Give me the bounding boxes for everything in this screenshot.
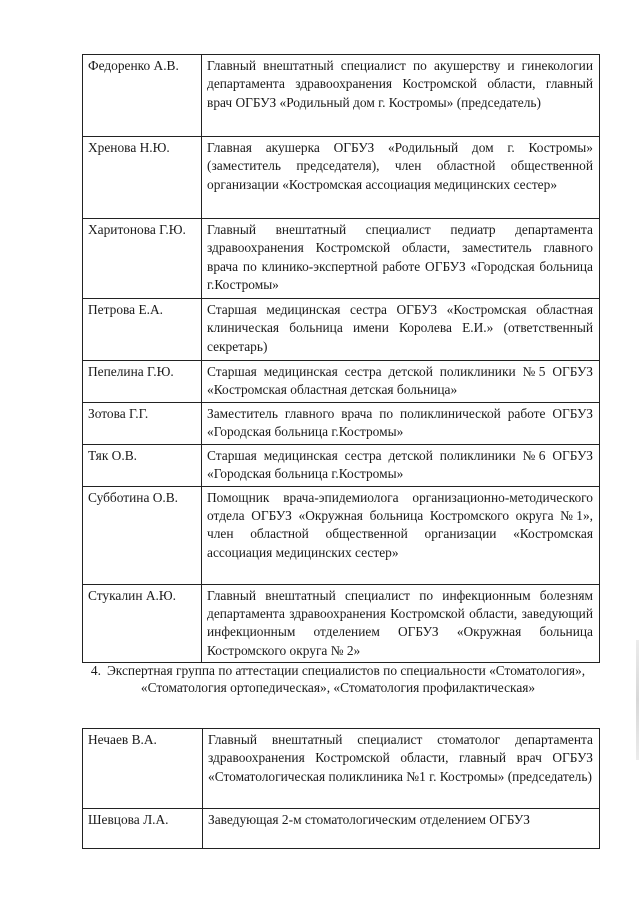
member-name: Шевцова Л.А. — [83, 809, 203, 849]
member-role: Главная акушерка ОГБУЗ «Родильный дом г. Костромы» (заместитель председателя), член областной общественной организации «Костромская ассоциация медицинских сестер» — [202, 137, 600, 219]
table-row — [83, 584, 600, 663]
member-name: Субботина О.В. — [83, 486, 202, 584]
table-row — [83, 219, 600, 299]
table-row — [83, 809, 600, 849]
member-name: Федоренко А.В. — [83, 55, 202, 137]
member-name: Петрова Е.А. — [83, 299, 202, 361]
section-title: Экспертная группа по аттестации специалистов по специальности «Стоматология», «Стоматология ортопедическая», «Стоматология профилактическая» — [106, 663, 586, 695]
expert-group-4-table — [82, 728, 600, 849]
member-role: Заместитель главного врача по поликлинической работе ОГБУЗ «Городская больница г.Костромы» — [202, 403, 600, 445]
member-role: Заведующая 2-м стоматологическим отделением ОГБУЗ — [203, 809, 600, 849]
member-name: Пепелина Г.Ю. — [83, 361, 202, 403]
member-role: Старшая медицинская сестра детской поликлиники №5 ОГБУЗ «Костромская областная детская больница» — [202, 361, 600, 403]
table-row — [83, 137, 600, 219]
member-name: Стукалин А.Ю. — [83, 584, 202, 663]
table-row — [83, 299, 600, 361]
table-row — [83, 486, 600, 584]
member-name: Зотова Г.Г. — [83, 403, 202, 445]
table-row — [83, 729, 600, 809]
member-name: Нечаев В.А. — [83, 729, 203, 809]
member-name: Харитонова Г.Ю. — [83, 219, 202, 299]
section-number: 4. — [90, 663, 101, 678]
member-name: Хренова Н.Ю. — [83, 137, 202, 219]
table-row — [83, 444, 600, 486]
expert-group-3-table — [82, 54, 600, 663]
member-role: Главный внештатный специалист по акушерству и гинекологии департамента здравоохранения Костромской области, главный врач ОГБУЗ «Родильный дом г. Костромы» (председатель) — [202, 55, 600, 137]
section-heading — [88, 662, 588, 696]
member-role: Главный внештатный специалист по инфекционным болезням департамента здравоохранения Костромской области, заведующий инфекционным отделением ОГБУЗ «Окружная больница Костромского округа № 2» — [202, 584, 600, 663]
member-role: Старшая медицинская сестра ОГБУЗ «Костромская областная клиническая больница имени Королева Е.И.» (ответственный секретарь) — [202, 299, 600, 361]
member-role: Помощник врача-эпидемиолога организационно-методического отдела ОГБУЗ «Окружная больница Костромского округа №1», член областной общественной организации «Костромская ассоциация медицинских сестер» — [202, 486, 600, 584]
table-row — [83, 403, 600, 445]
member-role: Главный внештатный специалист стоматолог департамента здравоохранения Костромской области, главный врач ОГБУЗ «Стоматологическая поликлиника №1 г. Костромы» (председатель) — [203, 729, 600, 809]
member-role: Главный внештатный специалист педиатр департамента здравоохранения Костромской области, заместитель главного врача по клинико-экспертной работе ОГБУЗ «Городская больница г.Костромы» — [202, 219, 600, 299]
member-name: Тяк О.В. — [83, 444, 202, 486]
member-role: Старшая медицинская сестра детской поликлиники №6 ОГБУЗ «Городская больница г.Костромы» — [202, 444, 600, 486]
table-row — [83, 55, 600, 137]
table-row — [83, 361, 600, 403]
